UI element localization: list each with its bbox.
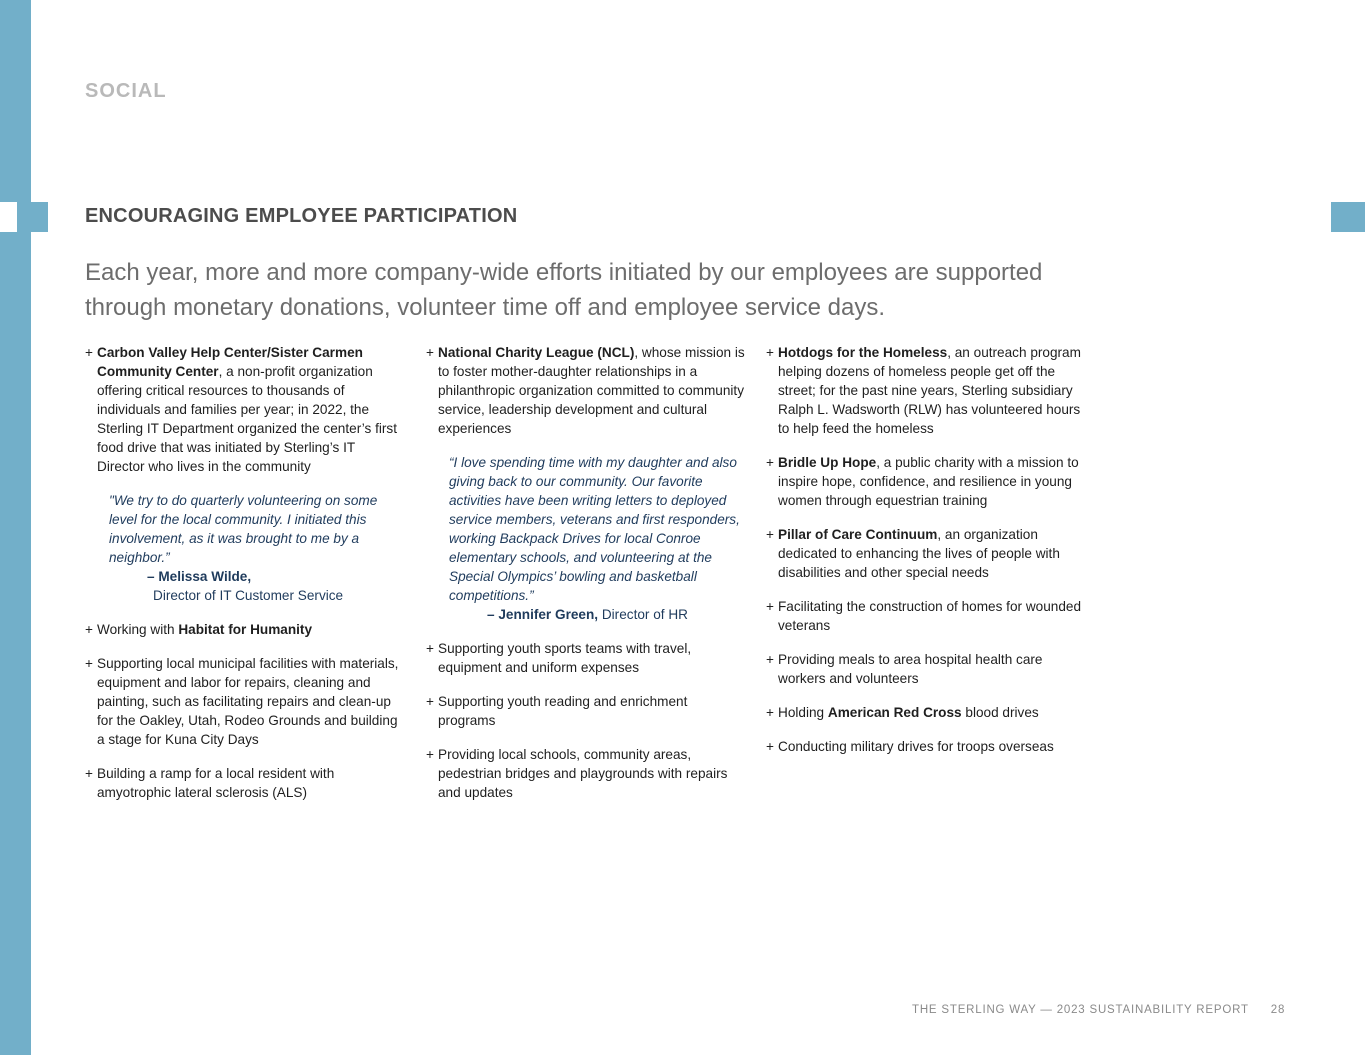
page-number: 28	[1270, 1004, 1286, 1016]
column-3	[766, 343, 1086, 771]
column-2	[426, 343, 746, 817]
page-heading: ENCOURAGING EMPLOYEE PARTICIPATION	[85, 205, 518, 227]
right-section-tab	[1331, 202, 1365, 232]
list-item	[85, 343, 405, 476]
left-accent-bar	[0, 0, 31, 1055]
list-item	[766, 453, 1086, 510]
item-bold: National Charity League (NCL)	[438, 345, 635, 360]
page-footer	[912, 1004, 1285, 1016]
item-text: blood drives	[961, 705, 1039, 720]
list-item	[766, 525, 1086, 582]
employee-quote	[426, 453, 746, 624]
plus-icon: +	[766, 527, 774, 542]
item-text: Supporting local municipal facilities with materials, equipment and labor for repairs, cleaning and painting, such as facilitating repairs and clean-up for the Oakley, Utah, Rodeo Grounds and building a stage for Kuna City Days	[97, 656, 399, 747]
plus-icon: +	[766, 739, 774, 754]
item-text: , a non-profit organization offering critical resources to thousands of individuals and families per year; in 2022, the Sterling IT Department organized the center’s first food drive that was initiated by Sterling’s IT Director who lives in the community	[97, 364, 397, 474]
plus-icon: +	[426, 641, 434, 656]
plus-icon: +	[85, 656, 93, 671]
plus-icon: +	[766, 652, 774, 667]
plus-icon: +	[426, 345, 434, 360]
item-text: Building a ramp for a local resident with amyotrophic lateral sclerosis (ALS)	[97, 766, 335, 800]
list-item	[426, 343, 746, 438]
item-text: Facilitating the construction of homes for wounded veterans	[778, 599, 1082, 633]
item-text: Conducting military drives for troops overseas	[778, 739, 1054, 754]
section-label: SOCIAL	[85, 80, 167, 102]
left-tab-notch	[0, 202, 17, 232]
item-bold: Carbon Valley Help Center/Sister Carmen Community Center	[97, 345, 363, 379]
quote-name	[109, 567, 405, 586]
list-item	[426, 692, 746, 730]
list-item	[766, 737, 1086, 756]
plus-icon: +	[85, 766, 93, 781]
item-text: Supporting youth sports teams with travel, equipment and uniform expenses	[438, 641, 692, 675]
plus-icon: +	[426, 694, 434, 709]
quote-title: Director of HR	[601, 607, 688, 622]
item-text: , whose mission is to foster mother-daughter relationships in a philanthropic organization committed to community service, leadership development and cultural experiences	[438, 345, 745, 436]
item-text: , an outreach program helping dozens of homeless people get off the street; for the past nine years, Sterling subsidiary Ralph L. Wadsworth (RLW) has volunteered hours to help feed the homeless	[778, 345, 1081, 436]
item-text: , an organization dedicated to enhancing the lives of people with disabilities and other special needs	[778, 527, 1060, 580]
list-item	[426, 745, 746, 802]
list-item	[766, 703, 1086, 722]
item-bold: Habitat for Humanity	[178, 622, 313, 637]
item-bold: Bridle Up Hope	[778, 455, 877, 470]
item-text: Providing meals to area hospital health care workers and volunteers	[778, 652, 1043, 686]
quote-name-text: – Jennifer Green,	[487, 607, 599, 622]
column-1	[85, 343, 405, 817]
list-item	[85, 654, 405, 749]
item-text: Supporting youth reading and enrichment programs	[438, 694, 688, 728]
plus-icon: +	[85, 622, 93, 637]
item-text: Holding	[778, 705, 828, 720]
employee-quote	[85, 491, 405, 605]
intro-paragraph: Each year, more and more company-wide efforts initiated by our employees are supported through monetary donations, volunteer time off and employee service days.	[85, 259, 1043, 321]
list-item	[766, 343, 1086, 438]
plus-icon: +	[85, 345, 93, 360]
report-title: THE STERLING WAY — 2023 SUSTAINABILITY REPORT	[912, 1004, 1249, 1016]
plus-icon: +	[766, 345, 774, 360]
item-text: Working with	[97, 622, 179, 637]
list-item	[85, 764, 405, 802]
list-item	[766, 650, 1086, 688]
quote-name-text: – Melissa Wilde,	[147, 569, 252, 584]
item-text: , a public charity with a mission to inspire hope, confidence, and resilience in young women through equestrian training	[778, 455, 1079, 508]
item-bold: Pillar of Care Continuum	[778, 527, 938, 542]
list-item	[426, 639, 746, 677]
item-bold: American Red Cross	[827, 705, 962, 720]
plus-icon: +	[766, 455, 774, 470]
quote-title: Director of IT Customer Service	[153, 588, 344, 603]
plus-icon: +	[766, 599, 774, 614]
quote-text: “I love spending time with my daughter and also giving back to our community. Our favorite activities have been writing letters to deployed service members, veterans and first responders, working Backpack Drives for local Conroe elementary schools, and volunteering at the Special Olympics’ bowling and basketball competitions.”	[449, 455, 740, 603]
item-bold: Hotdogs for the Homeless	[778, 345, 948, 360]
plus-icon: +	[766, 705, 774, 720]
item-text: Providing local schools, community areas, pedestrian bridges and playgrounds with repairs and updates	[438, 747, 728, 800]
list-item	[85, 620, 405, 639]
quote-text: "We try to do quarterly volunteering on some level for the local community. I initiated this involvement, as it was brought to me by a neighbor.”	[109, 493, 378, 565]
list-item	[766, 597, 1086, 635]
plus-icon: +	[426, 747, 434, 762]
quote-attribution	[449, 605, 746, 624]
